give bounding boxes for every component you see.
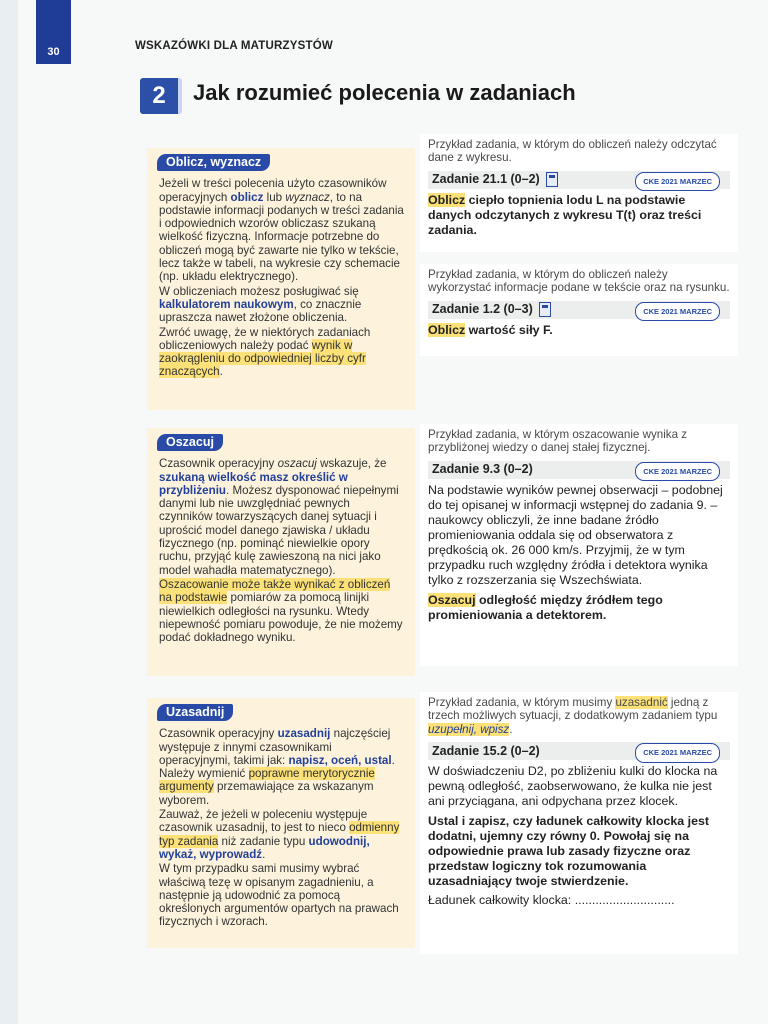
page-number: 30	[36, 0, 71, 64]
oszacuj-paragraph-1: Czasownik operacyjny oszacuj wskazuje, że szukaną wielkość masz określić w przybliżeniu. Możesz dysponować niepełnymi danymi lub nie uwzględniać pewnych czynników towarzyszących danej sytuacji i uprościć model danego zjawiska / układu fizycznego (np. pominąć niewielkie opory ruchu, przyjąć kulę zawieszoną na nici jako model wahadła matematycznego).	[159, 457, 399, 577]
task-1-2-title: Zadanie 1.2 (0–3)	[432, 302, 533, 317]
task-15-2-header	[428, 742, 730, 760]
oszacuj-paragraph-2: Oszacowanie może także wynikać z obliczeń na podstawie pomiarów za pomocą linijki niewielkich odległości na rysunku. Wtedy niepewność pomiaru powoduje, że nie możemy podać dokładnego wyniku.	[159, 577, 403, 645]
example-9-3	[420, 424, 738, 666]
uzasadnij-box	[147, 698, 415, 948]
task-15-2-text: W doświadczeniu D2, po zbliżeniu kulki do klocka na pewną odległość, zaobserwowano, że kulka nie jest ani przyciągana, ani odpychana przez klocek.	[428, 764, 718, 809]
uzasadnij-paragraph-2: Zauważ, że jeżeli w poleceniu występuje czasownik uzasadnij, to jest to nieco odmienny typ zadania niż zadanie typu udowodnij, wykaż, wyprowadź.	[159, 808, 400, 861]
example-1-2	[420, 264, 738, 356]
cke-badge: CKE 2021 MARZEC	[635, 743, 720, 762]
task-9-3-title: Zadanie 9.3 (0–2)	[432, 462, 533, 477]
task-9-3-header	[428, 461, 730, 479]
task-1-2-header	[428, 301, 730, 319]
uzasadnij-badge: Uzasadnij	[157, 704, 233, 721]
section-title: Jak rozumieć polecenia w zadaniach	[193, 80, 576, 105]
example-15-2-intro: Przykład zadania, w którym musimy uzasadnić jedną z trzech możliwych sytuacji, z dodatkowym zadaniem typu uzupełnij, wpisz.	[428, 696, 718, 736]
example-21-1-intro: Przykład zadania, w którym do obliczeń należy odczytać dane z wykresu.	[428, 138, 717, 165]
task-21-1-header	[428, 171, 730, 189]
example-9-3-intro: Przykład zadania, w którym oszacowanie wynika z przybliżonej wiedzy o danej stałej fizycznej.	[428, 428, 688, 455]
running-header: WSKAZÓWKI DLA MATURZYSTÓW	[135, 40, 333, 52]
task-1-2-command: Oblicz wartość siły F.	[428, 322, 553, 337]
task-15-2-title: Zadanie 15.2 (0–2)	[432, 743, 540, 758]
section-number: 2	[140, 78, 182, 114]
oblicz-box	[147, 148, 415, 410]
example-21-1	[420, 134, 738, 252]
oblicz-paragraph-1: Jeżeli w treści polecenia użyto czasowników operacyjnych oblicz lub wyznacz, to na podstawie informacji podanych w treści zadania i odpowiednich wzorów obliczasz szukaną wielkość fizyczną. Informacje potrzebne do obliczeń mogą być zawarte nie tylko w tekście, lecz także w tabeli, na wykresie czy schemacie (np. układu elektrycznego).	[159, 177, 404, 284]
oblicz-paragraph-3: Zwróć uwagę, że w niektórych zadaniach obliczeniowych należy podać wynik w zaokrągleniu do odpowiedniej liczby cyfr znaczących.	[159, 325, 371, 379]
task-21-1-title: Zadanie 21.1 (0–2)	[432, 172, 540, 187]
cke-badge: CKE 2021 MARZEC	[635, 462, 720, 481]
cke-badge: CKE 2021 MARZEC	[635, 172, 720, 191]
cke-badge: CKE 2021 MARZEC	[635, 302, 720, 321]
task-9-3-text: Na podstawie wyników pewnej obserwacji – podobnej do tej opisanej w informacji wstępnej do zadania 9. – naukowcy obliczyli, że inne badane źródło promieniowania oddala się od obserwatora z prędkością ok. 26 000 km/s. Przyjmij, że w tym przypadku ruch względny źródła i detektora wynika tylko z rozszerzania się Wszechświata.	[428, 482, 723, 587]
oblicz-paragraph-2: W obliczeniach możesz posługiwać się kalkulatorem naukowym, co znacznie upraszcza nawet złożone obliczenia.	[159, 284, 362, 325]
task-15-2-answer-line: Ładunek całkowity klocka: .............................	[428, 893, 675, 908]
task-21-1-command: Oblicz ciepło topnienia lodu L na podstawie danych odczytanych z wykresu T(t) oraz treści zadania.	[428, 192, 702, 237]
calculator-icon	[546, 172, 558, 187]
uzasadnij-paragraph-3: W tym przypadku sami musimy wybrać właściwą tezę w opisanym zagadnieniu, a następnie ją udowodnić za pomocą określonych argumentów opartych na prawach fizycznych i wzorach.	[159, 862, 399, 929]
calculator-icon	[539, 302, 551, 317]
oszacuj-box	[147, 428, 415, 676]
oszacuj-badge: Oszacuj	[157, 434, 223, 451]
task-9-3-command: Oszacuj odległość między źródłem tego promieniowania a detektorem.	[428, 592, 663, 622]
uzasadnij-paragraph-1: Czasownik operacyjny uzasadnij najczęściej występuje z innymi czasownikami operacyjnymi, takimi jak: napisz, oceń, ustal. Należy wymienić poprawne merytorycznie argumenty przemawiające za wskazanym wyborem.	[159, 727, 395, 807]
example-15-2	[420, 692, 738, 954]
oblicz-badge: Oblicz, wyznacz	[157, 154, 270, 171]
task-15-2-command: Ustal i zapisz, czy ładunek całkowity klocka jest dodatni, ujemny czy równy 0. Powołaj się na odpowiednie prawa lub zasady fizyczne oraz przedstaw logiczny tok rozumowania uzasadniający twoje stwierdzenie.	[428, 814, 709, 889]
example-1-2-intro: Przykład zadania, w którym do obliczeń należy wykorzystać informacje podane w tekście oraz na rysunku.	[428, 268, 730, 295]
